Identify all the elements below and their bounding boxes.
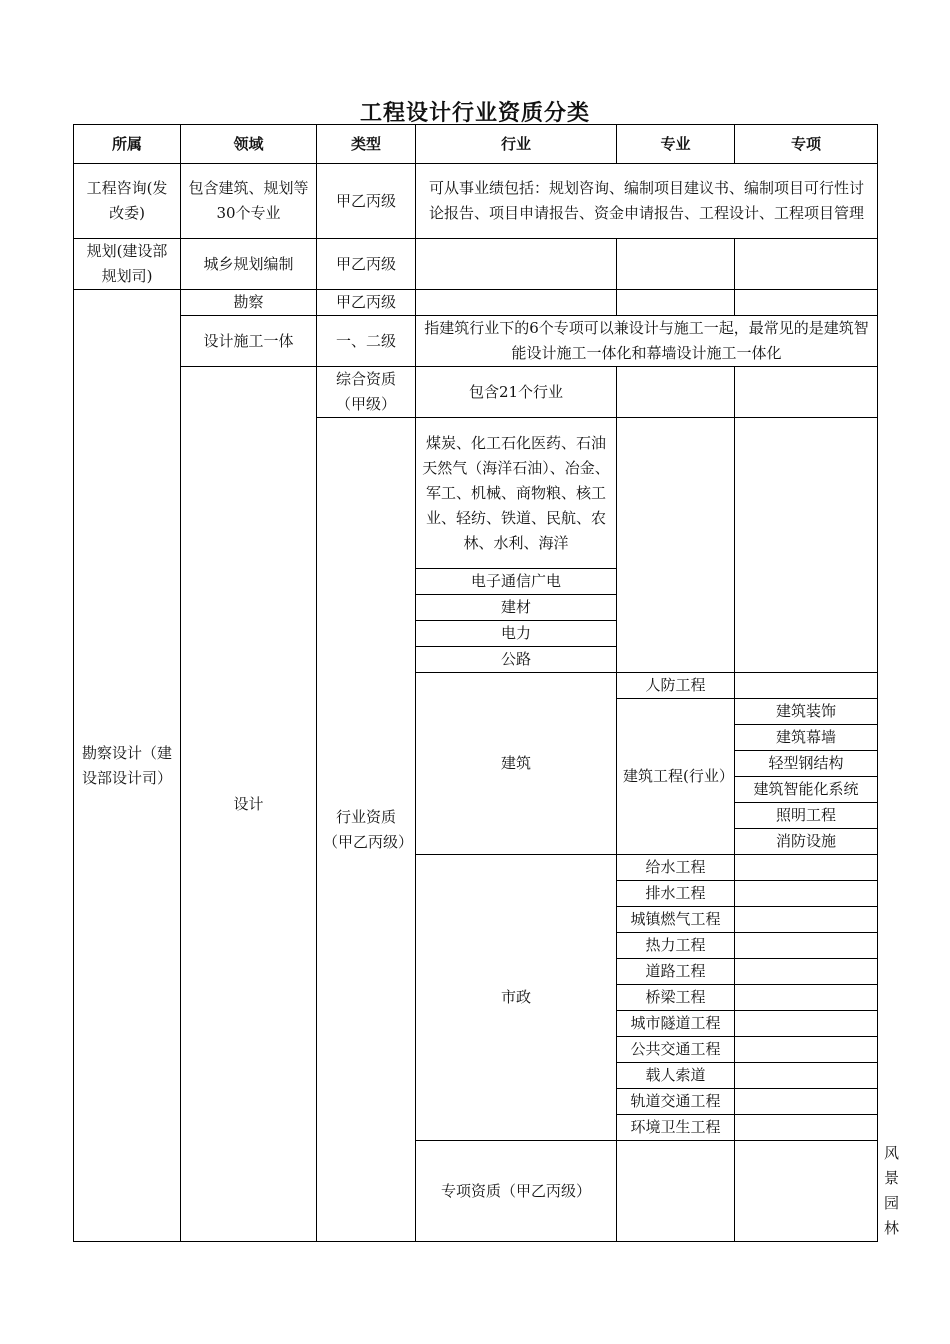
header-belong: 所属 [74,125,181,164]
table-row: 专项资质（甲乙丙级） 风景园林 [74,1141,878,1242]
building-eng-major: 建筑工程(行业） [617,699,735,855]
empty-cell [735,239,878,290]
municipal-major: 轨道交通工程 [617,1089,735,1115]
survey-field: 勘察 [181,290,317,316]
table-row [74,164,878,239]
planning-belong: 规划(建设部规划司) [74,239,181,290]
table-row [74,239,878,290]
empty-cell [735,418,878,673]
table-row [74,316,878,367]
comprehensive-industry: 包含21个行业 [416,367,617,418]
municipal-major: 道路工程 [617,959,735,985]
empty-cell [735,959,878,985]
consulting-field: 包含建筑、规划等30个专业 [181,164,317,239]
qualification-table [73,124,900,1242]
design-build-field: 设计施工一体 [181,316,317,367]
empty-cell [735,1089,878,1115]
header-industry: 行业 [416,125,617,164]
planning-type: 甲乙丙级 [317,239,416,290]
header-field: 领域 [181,125,317,164]
municipal-major: 公共交通工程 [617,1037,735,1063]
consulting-desc: 可从事业绩包括：规划咨询、编制项目建议书、编制项目可行性讨论报告、项目申请报告、资金申请报告、工程设计、工程项目管理 [416,164,878,239]
empty-cell [735,290,878,316]
design-field: 设计 [181,367,317,1242]
empty-cell [617,1141,735,1242]
design-build-type: 一、二级 [317,316,416,367]
empty-cell [735,1063,878,1089]
header-row [74,125,878,164]
special-cell: 照明工程 [735,803,878,829]
header-type: 类型 [317,125,416,164]
empty-cell [735,881,878,907]
consulting-belong: 工程咨询(发改委) [74,164,181,239]
municipal-major: 桥梁工程 [617,985,735,1011]
special-cell: 建筑装饰 [735,699,878,725]
empty-cell [735,907,878,933]
industry-cell: 建材 [416,595,617,621]
municipal-major: 城镇燃气工程 [617,907,735,933]
design-build-desc: 指建筑行业下的6个专项可以兼设计与施工一起，最常见的是建筑智能设计施工一体化和幕墙设计施工一体化 [416,316,878,367]
header-major: 专业 [617,125,735,164]
survey-design-belong: 勘察设计（建设部设计司） [74,290,181,1242]
planning-field: 城乡规划编制 [181,239,317,290]
empty-cell [416,239,617,290]
industries-group: 煤炭、化工石化医药、石油天然气（海洋石油）、冶金、军工、机械、商物粮、核工业、轻纺、铁道、民航、农林、水利、海洋 [416,418,617,569]
table-row [74,367,878,418]
civil-defense-major: 人防工程 [617,673,735,699]
special-qual-type: 专项资质（甲乙丙级） [416,1141,617,1242]
industry-cell: 电力 [416,621,617,647]
comprehensive-type: 综合资质（甲级） [317,367,416,418]
special-cell: 建筑智能化系统 [735,777,878,803]
building-industry: 建筑 [416,673,617,855]
page-title: 工程设计行业资质分类 [359,101,590,126]
municipal-major: 给水工程 [617,855,735,881]
municipal-major: 环境卫生工程 [617,1115,735,1141]
empty-cell [416,290,617,316]
special-cell: 消防设施 [735,829,878,855]
empty-cell [735,1141,878,1242]
industry-cell: 公路 [416,647,617,673]
municipal-industry: 市政 [416,855,617,1141]
empty-cell [735,1037,878,1063]
empty-cell [735,985,878,1011]
special-cell: 建筑幕墙 [735,725,878,751]
municipal-major: 城市隧道工程 [617,1011,735,1037]
empty-cell [735,367,878,418]
empty-cell [735,1115,878,1141]
empty-cell [735,855,878,881]
empty-cell [735,673,878,699]
consulting-type: 甲乙丙级 [317,164,416,239]
empty-cell [617,367,735,418]
municipal-major: 热力工程 [617,933,735,959]
empty-cell [617,239,735,290]
empty-cell [617,290,735,316]
empty-cell [735,1011,878,1037]
municipal-major: 排水工程 [617,881,735,907]
municipal-major: 载人索道 [617,1063,735,1089]
industry-qual-type: 行业资质（甲乙丙级） [317,418,416,1242]
industry-cell: 电子通信广电 [416,569,617,595]
empty-cell [735,933,878,959]
empty-cell [617,418,735,673]
table-row [74,290,878,316]
special-cell: 轻型钢结构 [735,751,878,777]
header-special: 专项 [735,125,878,164]
survey-type: 甲乙丙级 [317,290,416,316]
